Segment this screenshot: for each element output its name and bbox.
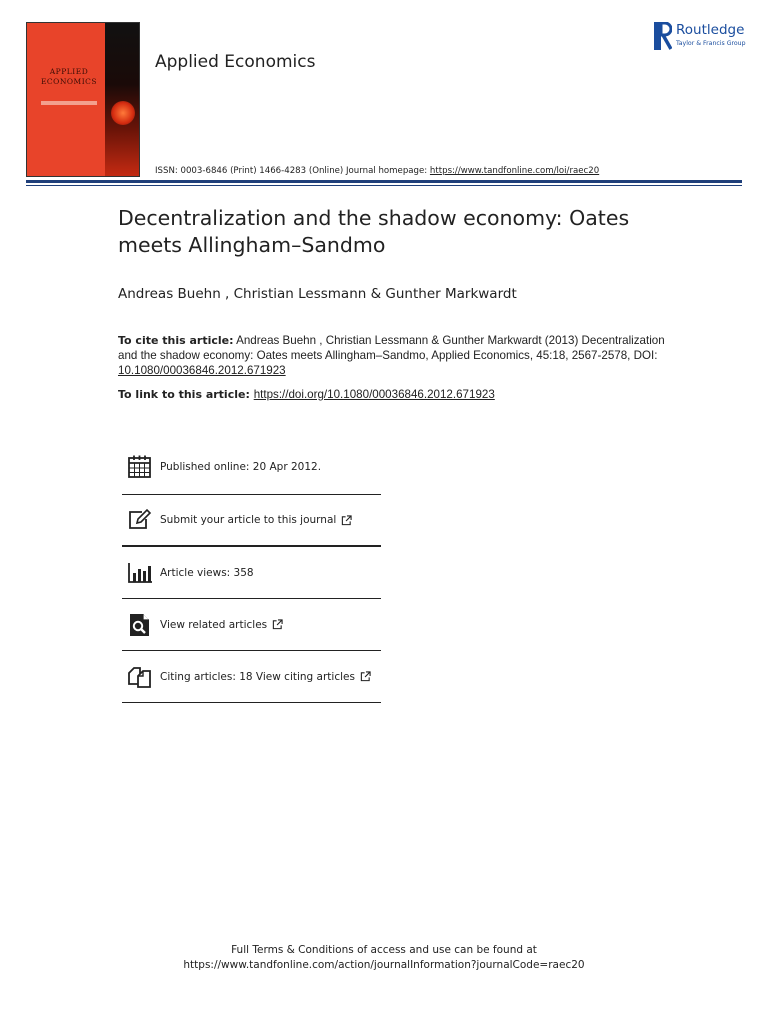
article-title: Decentralization and the shadow economy: Oates meets Allingham–Sandmo	[118, 206, 630, 257]
publisher-tagline: Taylor & Francis Group	[676, 40, 746, 47]
edit-icon	[127, 507, 153, 533]
external-link-icon	[360, 671, 371, 682]
cite-text: Andreas Buehn , Christian Lessmann & Gunther Markwardt (2013) Decentralization and the shadow economy: Oates meets Allingham–Sandmo, Applied Economics, 45:18, 2567-2578, DOI:	[118, 334, 665, 362]
link-label: To link to this article:	[118, 388, 254, 401]
search-document-icon	[127, 612, 153, 638]
published-date: Published online: 20 Apr 2012.	[160, 461, 322, 473]
issn-line: ISSN: 0003-6846 (Print) 1466-4283 (Online) Journal homepage: https://www.tandfonline.com/loi/raec20	[155, 166, 600, 176]
citing-articles-link[interactable]: Citing articles: 18 View citing articles	[160, 670, 355, 683]
external-link-icon	[341, 515, 352, 526]
article-doi-link[interactable]: https://doi.org/10.1080/00036846.2012.671923	[253, 388, 495, 401]
header-rule-thin	[26, 185, 742, 186]
cover-subtitle-band	[41, 101, 97, 105]
journal-cover	[26, 22, 140, 177]
terms-line: Full Terms & Conditions of access and use can be found at	[231, 944, 537, 956]
citing-documents-icon	[127, 664, 153, 690]
journal-name: Applied Economics	[155, 52, 316, 72]
article-views: Article views: 358	[160, 566, 254, 579]
external-link-icon	[272, 619, 283, 630]
cover-title: APPLIED ECONOMICS	[40, 67, 98, 86]
terms-footer	[0, 943, 768, 973]
cover-glow	[111, 101, 135, 125]
citing-row[interactable]	[122, 651, 381, 703]
cover-dark-band	[105, 23, 139, 176]
journal-homepage-link[interactable]: https://www.tandfonline.com/loi/raec20	[429, 166, 600, 176]
publisher-logo	[654, 22, 749, 52]
related-row[interactable]	[122, 599, 381, 651]
article-info-list	[122, 440, 381, 703]
cite-label: To cite this article:	[118, 334, 234, 347]
article-link-line	[118, 388, 495, 401]
routledge-logo-icon	[654, 22, 672, 50]
article-authors: Andreas Buehn , Christian Lessmann & Gunther Markwardt	[118, 286, 517, 302]
terms-url-link[interactable]: https://www.tandfonline.com/action/journalInformation?journalCode=raec20	[183, 959, 585, 971]
submit-article-link[interactable]: Submit your article to this journal	[160, 514, 337, 526]
calendar-icon	[127, 454, 153, 480]
citation-block	[118, 333, 678, 378]
submit-row[interactable]	[122, 495, 381, 547]
views-row	[122, 547, 381, 599]
header-rule	[26, 180, 742, 183]
cite-doi-link[interactable]: 10.1080/00036846.2012.671923	[118, 364, 286, 377]
related-articles-link[interactable]: View related articles	[160, 618, 268, 631]
published-row	[122, 440, 381, 495]
bar-chart-icon	[127, 560, 153, 586]
publisher-name: Routledge	[676, 22, 745, 38]
